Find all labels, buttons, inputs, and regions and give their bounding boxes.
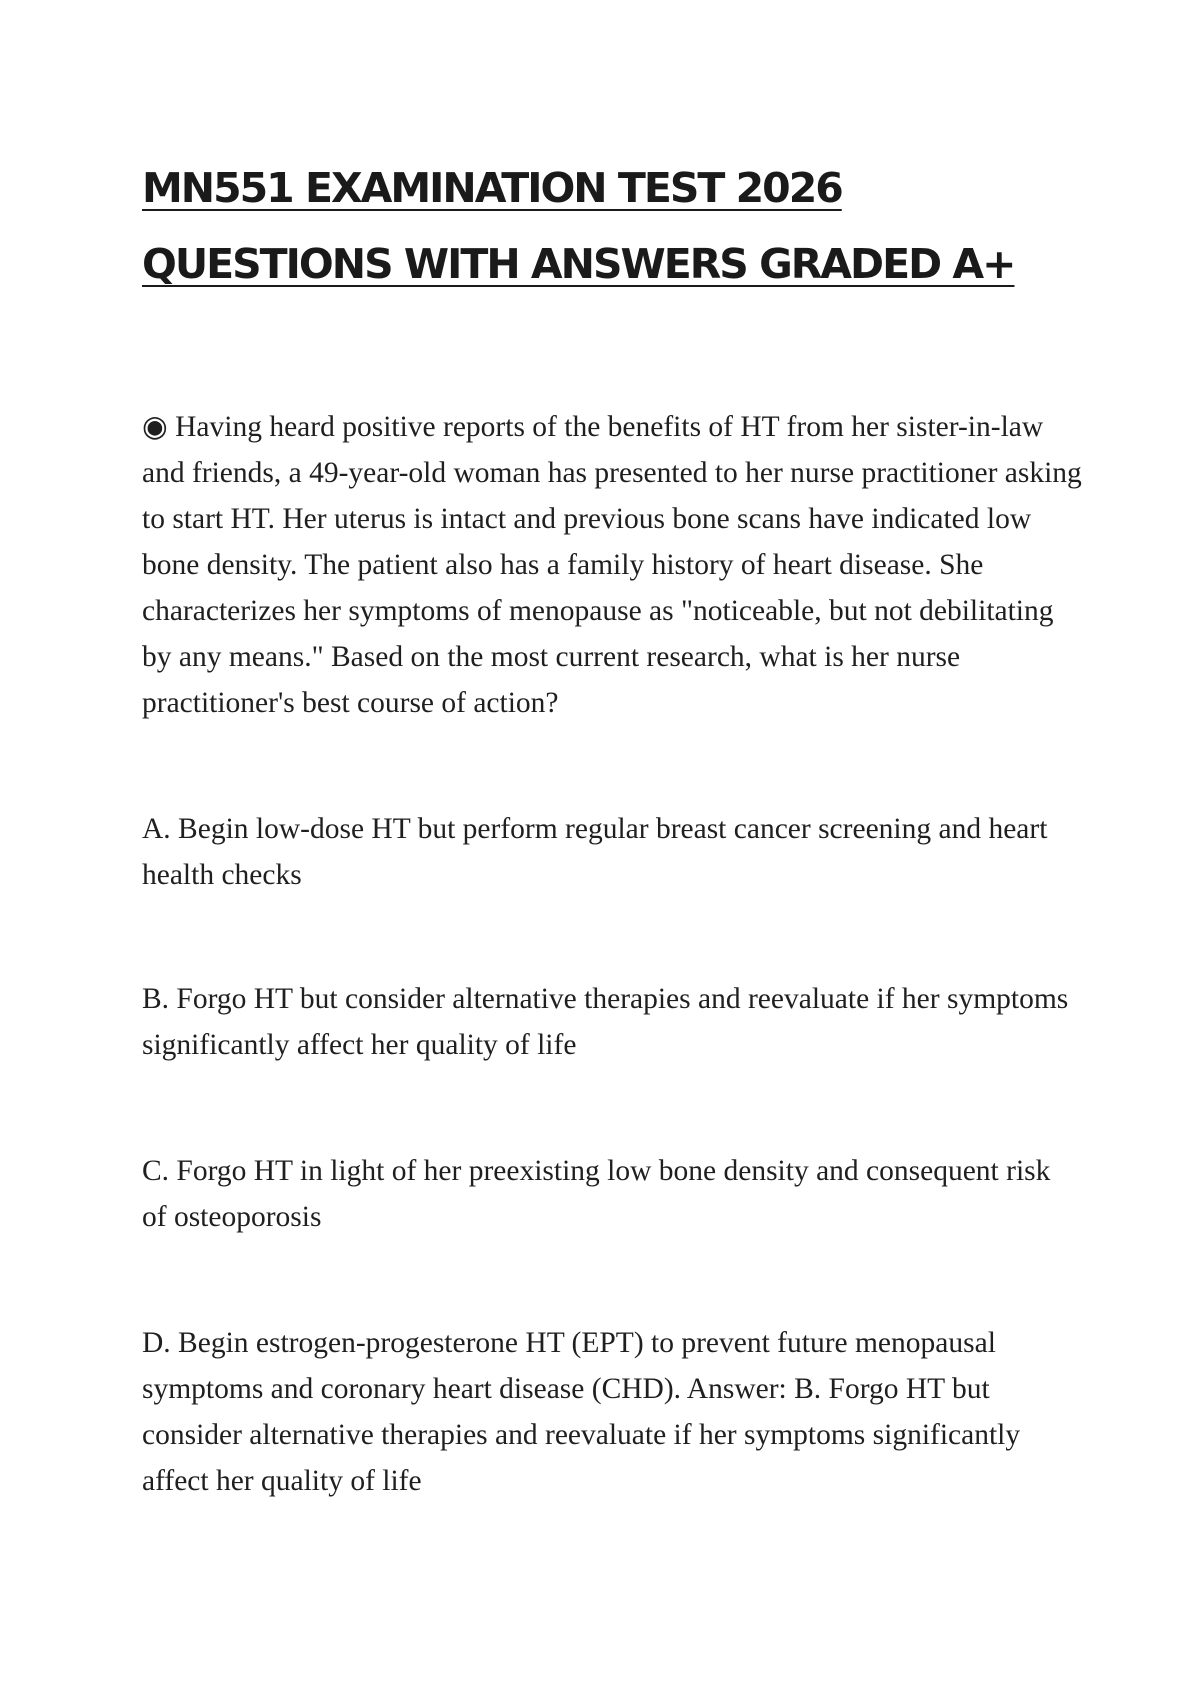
bullet-icon: ◉ bbox=[142, 411, 168, 443]
question-body: Having heard positive reports of the benefits of HT from her sister-in-law and friends, a 49-year-old woman has presented to her nurse practitioner asking to start HT. Her uterus is intact and previous bone scans have indicated low bone density. The patient also has a family history of heart disease. She characterizes her symptoms of menopause as "noticeable, but not debilitating by any means." Based on the most current research, what is her nurse practitioner's best course of action? bbox=[142, 411, 1082, 719]
question-text bbox=[142, 404, 1082, 726]
document-title-text: MN551 EXAMINATION TEST 2026 QUESTIONS WITH ANSWERS GRADED A+ bbox=[142, 164, 1015, 288]
document-title bbox=[142, 150, 1092, 302]
option-c: C. Forgo HT in light of her preexisting low bone density and consequent risk of osteoporosis bbox=[142, 1155, 1051, 1233]
option-a: A. Begin low-dose HT but perform regular breast cancer screening and heart health checks bbox=[142, 813, 1048, 891]
option-b: B. Forgo HT but consider alternative therapies and reevaluate if her symptoms significantly affect her quality of life bbox=[142, 983, 1069, 1061]
option-d-with-answer: D. Begin estrogen-progesterone HT (EPT) to prevent future menopausal symptoms and coronary heart disease (CHD). Answer: B. Forgo HT but consider alternative therapies and reevaluate if her symptoms significantly affect her quality of life bbox=[142, 1327, 1021, 1497]
